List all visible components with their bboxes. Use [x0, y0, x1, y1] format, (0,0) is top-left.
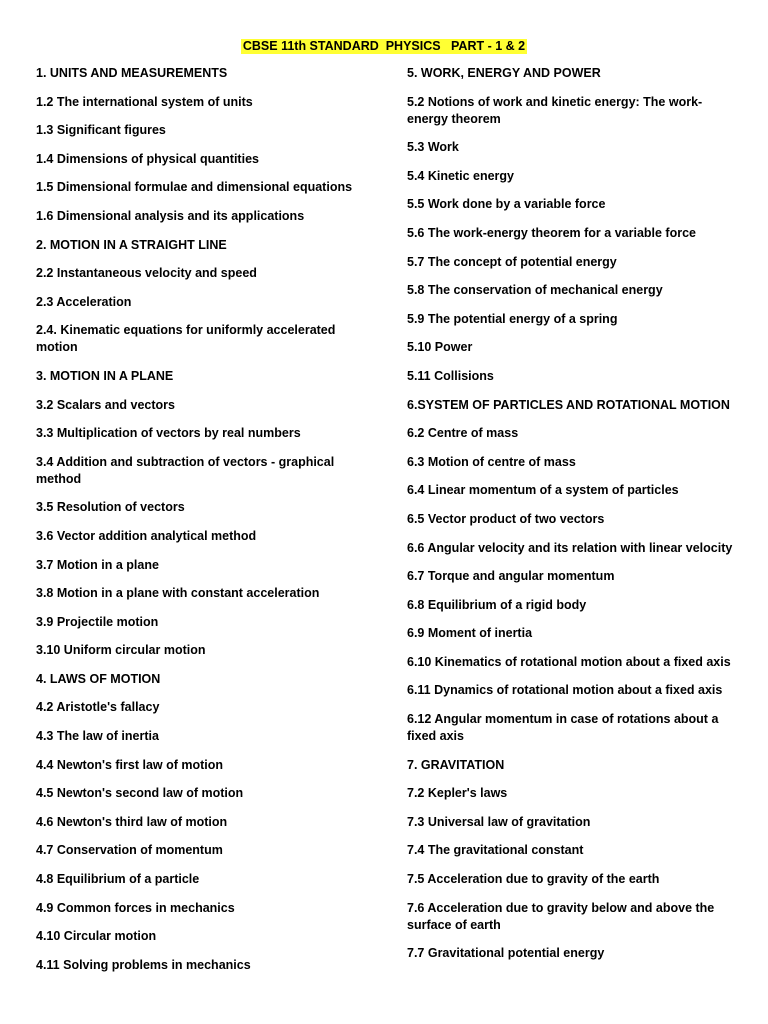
toc-item: 3.5 Resolution of vectors [36, 500, 185, 515]
toc-item: 7. GRAVITATION [407, 757, 505, 772]
toc-item: 5.2 Notions of work and kinetic energy: The work-energy theorem [407, 94, 703, 126]
toc-item: 7.7 Gravitational potential energy [407, 946, 605, 961]
toc-item: 5.5 Work done by a variable force [407, 197, 606, 212]
toc-item: 3.9 Projectile motion [36, 614, 159, 629]
toc-item: 2. MOTION IN A STRAIGHT LINE [36, 237, 227, 252]
toc-item: 6.11 Dynamics of rotational motion about a fixed axis [407, 683, 723, 698]
toc-item: 4.8 Equilibrium of a particle [36, 872, 200, 887]
toc-item: 7.2 Kepler's laws [407, 786, 508, 801]
toc-item: 6.7 Torque and angular momentum [407, 569, 615, 584]
toc-item: 1.3 Significant figures [36, 123, 166, 138]
toc-item: 6.3 Motion of centre of mass [407, 454, 576, 469]
toc-item: 1. UNITS AND MEASUREMENTS [36, 66, 228, 80]
toc-item: 4.5 Newton's second law of motion [36, 786, 244, 801]
toc-item: 6.4 Linear momentum of a system of particles [407, 483, 679, 498]
toc-item: 3.2 Scalars and vectors [36, 397, 175, 412]
toc-item: 4.11 Solving problems in mechanics [36, 957, 251, 972]
toc-item: 6.6 Angular velocity and its relation with linear velocity [407, 540, 733, 555]
toc-item: 3. MOTION IN A PLANE [36, 368, 174, 383]
toc-item: 7.4 The gravitational constant [407, 843, 584, 858]
toc-item: 7.6 Acceleration due to gravity below and above the surface of earth [407, 900, 715, 932]
toc-item: 5.7 The concept of potential energy [407, 254, 617, 269]
toc-item: 4.4 Newton's first law of motion [36, 757, 224, 772]
toc-item: 4. LAWS OF MOTION [36, 671, 161, 686]
toc-item: 6.10 Kinematics of rotational motion about a fixed axis [407, 654, 731, 669]
toc-item: 4.9 Common forces in mechanics [36, 900, 235, 915]
toc-item: 5.8 The conservation of mechanical energy [407, 283, 663, 298]
toc-item: 5.4 Kinetic energy [407, 168, 514, 183]
toc-item: 3.6 Vector addition analytical method [36, 528, 257, 543]
right-column [407, 65, 737, 974]
toc-item: 3.10 Uniform circular motion [36, 643, 206, 658]
toc-item: 1.6 Dimensional analysis and its applications [36, 208, 305, 223]
toc-item: 6.12 Angular momentum in case of rotations about a fixed axis [407, 712, 719, 744]
toc-item: 6.8 Equilibrium of a rigid body [407, 597, 587, 612]
toc-item: 3.8 Motion in a plane with constant acceleration [36, 586, 320, 601]
toc-item: 4.2 Aristotle's fallacy [36, 700, 160, 715]
toc-item: 5.9 The potential energy of a spring [407, 311, 618, 326]
toc-item: 3.3 Multiplication of vectors by real numbers [36, 426, 301, 441]
toc-item: 4.6 Newton's third law of motion [36, 814, 228, 829]
toc-item: 5.10 Power [407, 340, 473, 355]
page-title: CBSE 11th STANDARD PHYSICS PART - 1 & 2 [242, 39, 526, 53]
toc-item: 2.4. Kinematic equations for uniformly accelerated motion [36, 323, 336, 355]
toc-item: 1.5 Dimensional formulae and dimensional equations [36, 180, 353, 195]
toc-item: 4.3 The law of inertia [36, 729, 159, 744]
toc-item: 5.3 Work [407, 140, 459, 155]
toc-item: 7.3 Universal law of gravitation [407, 814, 591, 829]
left-column [36, 65, 366, 985]
toc-item: 3.7 Motion in a plane [36, 557, 159, 572]
toc-item: 1.2 The international system of units [36, 94, 253, 109]
toc-item: 5.6 The work-energy theorem for a variable force [407, 225, 696, 240]
toc-item: 4.7 Conservation of momentum [36, 843, 223, 858]
toc-item: 7.5 Acceleration due to gravity of the earth [407, 872, 660, 887]
toc-item: 2.3 Acceleration [36, 294, 132, 309]
toc-item: 6.5 Vector product of two vectors [407, 511, 605, 526]
toc-item: 5. WORK, ENERGY AND POWER [407, 66, 601, 80]
toc-item: 6.SYSTEM OF PARTICLES AND ROTATIONAL MOTION [407, 397, 730, 412]
page-title-container [0, 37, 768, 55]
toc-item: 1.4 Dimensions of physical quantities [36, 151, 259, 166]
toc-item: 4.10 Circular motion [36, 929, 157, 944]
toc-item: 2.2 Instantaneous velocity and speed [36, 266, 257, 281]
toc-item: 6.9 Moment of inertia [407, 626, 533, 641]
toc-item: 6.2 Centre of mass [407, 426, 519, 441]
toc-item: 5.11 Collisions [407, 368, 494, 383]
toc-item: 3.4 Addition and subtraction of vectors - graphical method [36, 454, 335, 486]
